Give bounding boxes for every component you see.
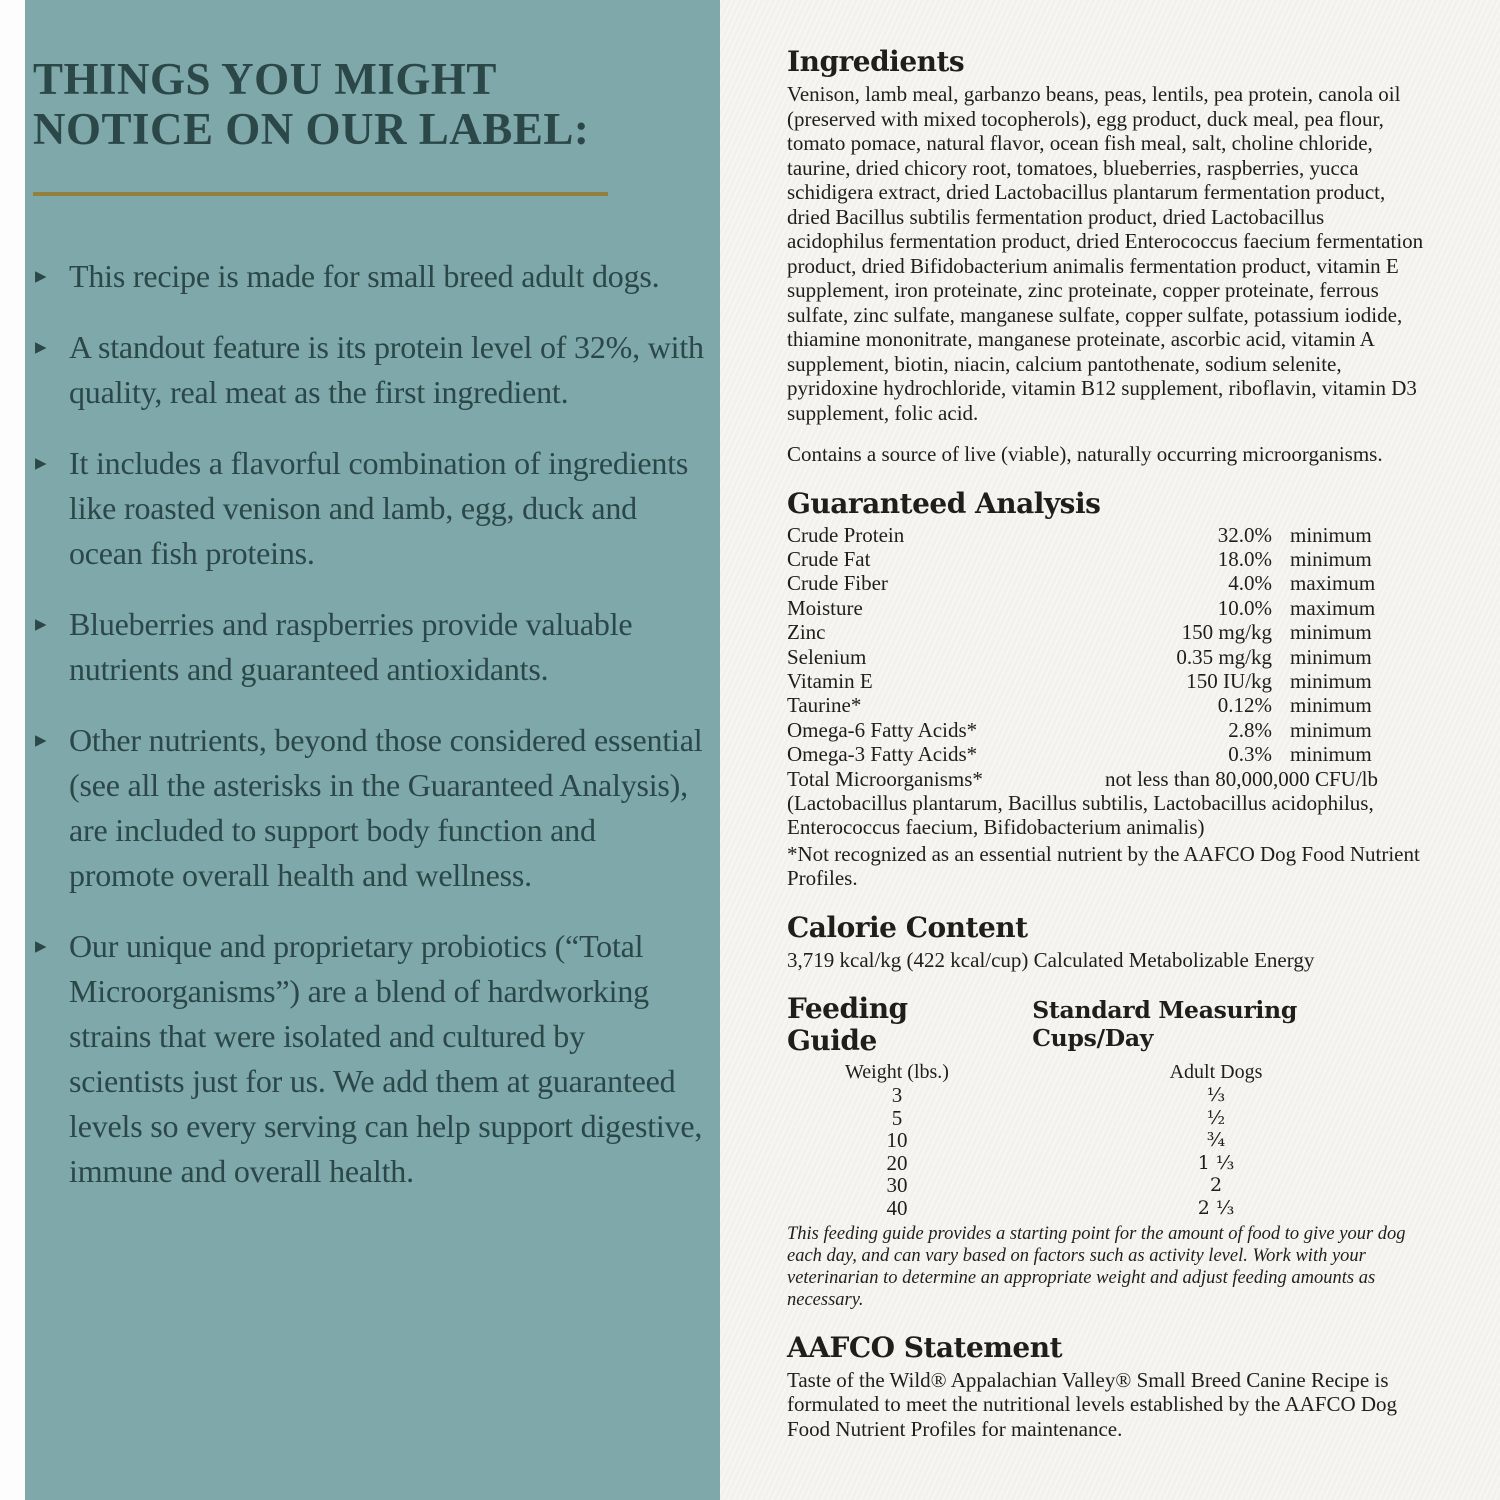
aafco-statement-text: Taste of the Wild® Appalachian Valley® Small Breed Canine Recipe is formulated to meet the nutritional levels established by the AAFCO Dog Food Nutrient Profiles for maintenance. [787, 1367, 1398, 1441]
gold-divider [33, 192, 608, 196]
nutrient-label: Total Microorganisms* [787, 766, 983, 791]
table-row-total-microorganisms [787, 767, 1425, 791]
bullet-arrow-icon: ▸ [35, 611, 47, 637]
weight-value: 10 [886, 1128, 908, 1153]
nutrient-qualifier: minimum [1290, 620, 1372, 645]
calorie-content-heading: Calorie Content [787, 910, 1028, 944]
cups-value: 2 ⅓ [1197, 1197, 1235, 1220]
guaranteed-analysis-heading: Guaranteed Analysis [787, 486, 1101, 520]
table-row [787, 523, 1425, 547]
table-row [787, 596, 1425, 620]
microorganism-species-list: (Lactobacillus plantarum, Bacillus subtilis, Lactobacillus acidophilus, Enterococcus faecium, Bifidobacterium animalis) [787, 790, 1374, 840]
cups-column-header: Adult Dogs [1169, 1061, 1263, 1084]
table-row [787, 669, 1425, 693]
feeding-guide-note: This feeding guide provides a starting point for the amount of food to give your dog each day, and can vary based on factors such as activity level. Work with your veterinarian to determine an appropriate weight and adjust feeding amounts as necessary. [787, 1223, 1406, 1310]
nutrient-value: 150 mg/kg [1181, 620, 1272, 645]
nutrient-qualifier: minimum [1290, 742, 1372, 767]
feeding-guide-table [787, 1060, 1425, 1220]
table-row [787, 742, 1425, 766]
bullet-text: It includes a flavorful combination of ingredients like roasted venison and lamb, egg, duck and ocean fish proteins. [69, 445, 689, 571]
nutrient-value: 10.0% [1217, 595, 1272, 620]
bullet-text: Our unique and proprietary probiotics (“Total Microorganisms”) are a blend of hardworking strains that were isolated and cultured by scientists just for us. We add them at guaranteed levels so every serving can help support digestive, immune and overall health. [69, 928, 703, 1189]
panel-title-line2: NOTICE ON OUR LABEL: [33, 104, 590, 154]
highlights-panel [25, 0, 720, 1500]
bullet-item [35, 924, 706, 1194]
table-header-row [787, 1060, 1425, 1084]
nutrient-value: 4.0% [1228, 571, 1272, 596]
cups-value: 1 ⅓ [1197, 1151, 1235, 1174]
calorie-content-value: 3,719 kcal/kg (422 kcal/cup) Calculated Metabolizable Energy [787, 947, 1315, 972]
ingredients-heading: Ingredients [787, 45, 965, 78]
feeding-guide-header [787, 993, 1425, 1057]
aafco-section [787, 1332, 1425, 1442]
table-row [787, 1197, 1425, 1220]
ingredients-list: Venison, lamb meal, garbanzo beans, peas, lentils, pea protein, canola oil (preserved with mixed tocopherols), egg product, duck meal, pea flour, tomato pomace, natural flavor, ocean fish meal, salt, choline chloride, taurine, dried chicory root, tomatoes, blueberries, raspberries, yucca schidigera extract, dried Lactobacillus plantarum fermentation product, dried Bacillus subtilis fermentation product, dried Lactobacillus acidophilus fermentation product, dried Enterococcus faecium fermentation product, dried Bifidobacterium animalis fermentation product, vitamin E supplement, iron proteinate, zinc proteinate, copper proteinate, ferrous sulfate, zinc sulfate, manganese sulfate, copper sulfate, potassium iodide, thiamine mononitrate, manganese proteinate, ascorbic acid, vitamin A supplement, biotin, niacin, calcium pantothenate, sodium selenite, pyridoxine hydrochloride, vitamin B12 supplement, riboflavin, vitamin D3 supplement, folic acid. [787, 82, 1424, 425]
cups-value: ⅓ [1206, 1084, 1226, 1107]
bullet-arrow-icon: ▸ [35, 334, 47, 360]
table-row [787, 620, 1425, 644]
table-row [787, 1084, 1425, 1107]
table-row [787, 693, 1425, 717]
guaranteed-analysis-section [787, 488, 1425, 891]
nutrient-label: Crude Fat [787, 546, 871, 571]
nutrient-value: 0.12% [1217, 693, 1272, 718]
bullet-text: A standout feature is its protein level of 32%, with quality, real meat as the first ingredient. [69, 329, 704, 410]
nutrient-qualifier: minimum [1290, 693, 1372, 718]
left-margin-strip [0, 0, 25, 1500]
cups-value: ¾ [1206, 1129, 1226, 1152]
cups-value: 2 [1209, 1174, 1223, 1197]
microorganisms-note: Contains a source of live (viable), naturally occurring microorganisms. [787, 442, 1383, 466]
table-row [787, 718, 1425, 742]
nutrient-label: Moisture [787, 595, 863, 620]
weight-value: 5 [891, 1105, 903, 1130]
bullet-item [35, 602, 706, 692]
table-row [787, 1129, 1425, 1152]
nutrient-value: not less than 80,000,000 CFU/lb [1104, 766, 1378, 791]
nutrient-qualifier: minimum [1290, 522, 1372, 547]
cups-value: ½ [1206, 1106, 1226, 1129]
nutrient-label: Omega-3 Fatty Acids* [787, 742, 978, 767]
nutrient-value: 150 IU/kg [1186, 668, 1272, 693]
nutrient-label: Zinc [787, 620, 826, 645]
feeding-guide-subheading: Standard Measuring Cups/Day [1032, 996, 1297, 1053]
panel-title-line1: THINGS YOU MIGHT [33, 54, 497, 104]
bullet-item [35, 441, 706, 576]
guaranteed-analysis-table [787, 523, 1425, 791]
panel-title [33, 54, 706, 154]
feeding-guide-section [787, 993, 1425, 1311]
table-row [787, 547, 1425, 571]
feeding-guide-heading: Feeding Guide [787, 992, 908, 1058]
bullet-arrow-icon: ▸ [35, 727, 47, 753]
nutrient-label: Vitamin E [787, 668, 873, 693]
bullet-item [35, 718, 706, 898]
weight-value: 40 [886, 1196, 908, 1221]
bullet-arrow-icon: ▸ [35, 450, 47, 476]
bullet-item [35, 325, 706, 415]
nutrient-label: Selenium [787, 644, 867, 669]
nutrient-label: Crude Protein [787, 522, 905, 547]
aafco-heading: AAFCO Statement [787, 1330, 1063, 1364]
weight-value: 20 [886, 1150, 908, 1175]
bullet-arrow-icon: ▸ [35, 933, 47, 959]
nutrient-label: Omega-6 Fatty Acids* [787, 717, 978, 742]
nutrient-qualifier: minimum [1290, 717, 1372, 742]
weight-value: 30 [886, 1173, 908, 1198]
asterisk-footnote: *Not recognized as an essential nutrient by the AAFCO Dog Food Nutrient Profiles. [787, 841, 1420, 891]
nutrient-qualifier: minimum [1290, 546, 1372, 571]
nutrition-panel [720, 0, 1500, 1500]
nutrient-value: 2.8% [1228, 717, 1272, 742]
nutrient-value: 0.35 mg/kg [1176, 644, 1272, 669]
bullet-arrow-icon: ▸ [35, 263, 47, 289]
nutrient-value: 0.3% [1228, 742, 1272, 767]
nutrient-qualifier: maximum [1290, 571, 1376, 596]
nutrient-qualifier: minimum [1290, 644, 1372, 669]
table-row [787, 571, 1425, 595]
nutrient-qualifier: maximum [1290, 595, 1376, 620]
nutrient-label: Taurine* [787, 693, 862, 718]
bullet-text: Blueberries and raspberries provide valuable nutrients and guaranteed antioxidants. [69, 606, 633, 687]
table-row [787, 1152, 1425, 1175]
bullet-item [35, 254, 706, 299]
table-row [787, 1174, 1425, 1197]
weight-value: 3 [891, 1083, 903, 1108]
table-row [787, 645, 1425, 669]
nutrient-value: 18.0% [1217, 546, 1272, 571]
ingredients-section [787, 46, 1425, 467]
weight-column-header: Weight (lbs.) [845, 1061, 949, 1084]
bullet-text: This recipe is made for small breed adult dogs. [69, 258, 660, 294]
nutrient-value: 32.0% [1217, 522, 1272, 547]
bullet-text: Other nutrients, beyond those considered essential (see all the asterisks in the Guaranteed Analysis), are included to support body function and promote overall health and wellness. [69, 722, 703, 893]
table-row [787, 1107, 1425, 1130]
nutrient-label: Crude Fiber [787, 571, 888, 596]
nutrient-qualifier: minimum [1290, 668, 1372, 693]
calorie-content-section [787, 912, 1425, 973]
